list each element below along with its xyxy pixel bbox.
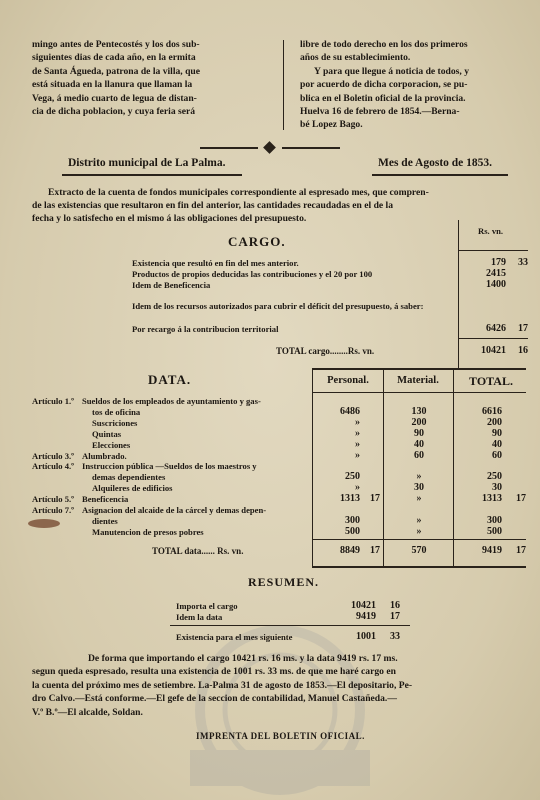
data-row-material: 200 [411, 417, 427, 428]
ornament-rule-right [282, 147, 340, 149]
data-row-material: 130 [411, 406, 427, 417]
resumen-row-value: 9419 [356, 611, 376, 622]
top-left-line: cia de dicha poblacion, y cuya feria será [32, 106, 196, 118]
data-row-material: 90 [414, 428, 424, 439]
data-row-material: » [416, 515, 422, 526]
data-row-label: Beneficencia [82, 494, 129, 504]
data-total-total-cents: 17 [516, 545, 526, 556]
data-row-material: » [416, 526, 422, 537]
data-total-personal-cents: 17 [370, 545, 380, 556]
cargo-row-label: Productos de propios deducidas las contribuciones y el 20 por 100 [132, 269, 373, 279]
data-col-divider-3 [453, 368, 454, 568]
col-personal-header: Personal. [327, 375, 369, 386]
cargo-total-value: 10421 [481, 345, 506, 356]
top-left-line: siguientes dias de cada año, en la ermita [32, 52, 196, 64]
top-left-line: está situada en la llanura que llaman la [32, 79, 193, 91]
closing-line: segun queda espresado, resulta una existencia de 1001 rs. 33 ms. de que me haré cargo en [32, 666, 396, 678]
ornament-rule-left [200, 147, 258, 149]
district-underline [62, 174, 242, 176]
data-row-total: 60 [492, 450, 502, 461]
resumen-existence-label: Existencia para el mes siguiente [176, 632, 293, 642]
data-row-personal: » [355, 450, 360, 461]
month-title: Mes de Agosto de 1853. [378, 157, 493, 169]
data-row-label: Asignacion del alcaide de la cárcel y demas depen- [82, 505, 267, 515]
data-row-total: 30 [492, 482, 502, 493]
cargo-amount-divider [458, 220, 459, 368]
data-row-total: 6616 [482, 406, 502, 417]
cargo-row-cents: 33 [518, 257, 528, 268]
data-row-personal-cents: 17 [370, 493, 380, 504]
intro-line: Extracto de la cuenta de fondos municipales correspondiente al espresado mes, que compren- [48, 187, 429, 198]
cargo-row-label: Existencia que resultó en fin del mes anterior. [132, 258, 299, 268]
cargo-row-value: 1400 [486, 279, 506, 290]
data-row-label: Sueldos de los empleados de ayuntamiento y gas- [82, 396, 261, 406]
cargo-title: CARGO. [228, 234, 286, 249]
cargo-row-value: 6426 [486, 323, 506, 334]
top-right-column [300, 38, 530, 132]
closing-paragraph [32, 652, 528, 719]
top-left-line: mingo antes de Pentecostés y los dos sub- [32, 39, 200, 50]
data-total-label: TOTAL data...... Rs. vn. [152, 546, 244, 556]
data-row-label: Quintas [92, 429, 122, 439]
resumen-title: RESUMEN. [248, 575, 320, 589]
data-total-total: 9419 [482, 545, 502, 556]
data-row-material: 40 [414, 439, 424, 450]
data-bottom-rule [312, 566, 526, 568]
resumen-row-cents: 16 [390, 600, 400, 611]
resumen-row-label: Importa el cargo [176, 601, 238, 611]
data-row-material: 30 [414, 482, 424, 493]
closing-line: De forma que importando el cargo 10421 rs. 16 ms. y la data 9419 rs. 17 ms. [88, 653, 398, 664]
col-material-header: Material. [397, 375, 439, 386]
data-row-total: 300 [487, 515, 502, 526]
resumen-row-value: 10421 [351, 600, 376, 611]
top-right-line: libre de todo derecho en los dos primeros [300, 39, 468, 50]
resumen-existence-value: 1001 [356, 631, 376, 642]
cargo-row-label: Idem de Beneficencia [132, 280, 211, 290]
data-row-material: 60 [414, 450, 424, 461]
top-right-line: Huelva 16 de febrero de 1854.—Berna- [300, 106, 460, 118]
data-row-article: Artículo 5.º [32, 494, 74, 504]
data-top-rule [312, 368, 526, 370]
data-row-personal: » [355, 439, 360, 450]
resumen-rule [170, 625, 410, 626]
month-underline [372, 174, 508, 176]
data-header-rule [312, 392, 526, 393]
intro-line: de las existencias que resultaron en fin del anterior, las cantidades recaudadas en el de la [32, 200, 394, 211]
data-row-total: 40 [492, 439, 502, 450]
top-left-column [32, 38, 272, 118]
printer-footer: IMPRENTA DEL BOLETIN OFICIAL. [196, 731, 365, 741]
top-right-line: bé Lopez Bago. [300, 119, 363, 131]
top-right-line: por acuerdo de dicha corporacion, se pu- [300, 79, 468, 91]
data-row-article: Artículo 4.º [32, 461, 74, 471]
closing-line: la cuenta del próximo mes de setiembre. La-Palma 31 de agosto de 1853.—El depositario, Pe- [32, 679, 413, 691]
cargo-total-rule [458, 338, 528, 339]
data-total-personal: 8849 [340, 545, 360, 556]
top-right-line: blica en el Boletin oficial de la provincia. [300, 92, 466, 104]
data-row-material: » [416, 493, 422, 504]
top-right-line: Y para que llegue á noticia de todos, y [314, 65, 470, 77]
data-row-personal: 1313 [340, 493, 360, 504]
ink-blot [28, 519, 60, 528]
data-title: DATA. [148, 372, 192, 387]
data-row-label: Instruccion pública —Sueldos de los maestros y [82, 461, 257, 471]
data-row-total: 1313 [482, 493, 502, 504]
data-row-total: 500 [487, 526, 502, 537]
cargo-currency: Rs. vn. [478, 226, 504, 236]
data-row-label: Alumbrado. [82, 451, 127, 461]
cargo-row-label: Por recargo á la contribucion territorial [132, 324, 279, 334]
data-row-article: Artículo 7.º [32, 505, 74, 515]
cargo-header-rule [458, 250, 528, 251]
data-row-total: 250 [487, 471, 502, 482]
data-row-label: demas dependientes [92, 472, 166, 482]
data-row-label: dientes [92, 516, 118, 526]
data-row-personal: 300 [345, 515, 360, 526]
data-col-divider-1 [312, 368, 313, 568]
resumen-row-cents: 17 [390, 611, 400, 622]
data-row-label: tos de oficina [92, 407, 141, 417]
cargo-row-cents: 17 [518, 323, 528, 334]
data-row-label: Elecciones [92, 440, 131, 450]
cargo-total-cents: 16 [518, 345, 528, 356]
resumen-existence-cents: 33 [390, 631, 400, 642]
resumen-row-label: Idem la data [176, 612, 223, 622]
cargo-row-value: 2415 [486, 268, 506, 279]
data-row-label: Manutencion de presos pobres [92, 527, 204, 537]
data-row-total: 200 [487, 417, 502, 428]
data-row-material: » [416, 471, 422, 482]
col-total-header: TOTAL. [469, 374, 513, 388]
intro-paragraph [32, 186, 527, 225]
top-left-line: Vega, á medio cuarto de legua de distan- [32, 92, 197, 104]
cargo-row-value: 179 [491, 257, 506, 268]
data-row-total: 90 [492, 428, 502, 439]
data-row-personal: 500 [345, 526, 360, 537]
cargo-total-label: TOTAL cargo........Rs. vn. [276, 346, 375, 356]
data-row-article: Artículo 1.º [32, 396, 74, 406]
district-title: Distrito municipal de La Palma. [68, 157, 226, 169]
data-row-personal: 250 [345, 471, 360, 482]
data-col-divider-2 [383, 368, 384, 568]
data-row-personal: 6486 [340, 406, 360, 417]
cargo-row-label: Idem de los recursos autorizados para cubrir el déficit del presupuesto, á saber: [132, 301, 424, 311]
data-row-personal: » [355, 482, 360, 493]
data-row-article: Artículo 3.º [32, 451, 74, 461]
data-row-label: Alquileres de edificios [92, 483, 173, 493]
column-divider [283, 40, 284, 130]
data-row-personal: » [355, 417, 360, 428]
data-row-label: Suscriciones [92, 418, 138, 428]
data-row-total-cents: 17 [516, 493, 526, 504]
closing-line: dro Calvo.—Está conforme.—El gefe de la seccion de contabilidad, Manuel Castañeda.— [32, 693, 397, 705]
top-left-line: de Santa Águeda, patrona de la villa, que [32, 65, 201, 77]
closing-line: V.º B.º—El alcalde, Soldan. [32, 706, 143, 718]
data-total-rule [312, 539, 526, 540]
intro-line: fecha y lo satisfecho en el mismo á las obligaciones del presupuesto. [32, 213, 307, 224]
data-total-material: 570 [411, 545, 427, 556]
top-right-line: años de su establecimiento. [300, 52, 411, 64]
data-row-personal: » [355, 428, 360, 439]
